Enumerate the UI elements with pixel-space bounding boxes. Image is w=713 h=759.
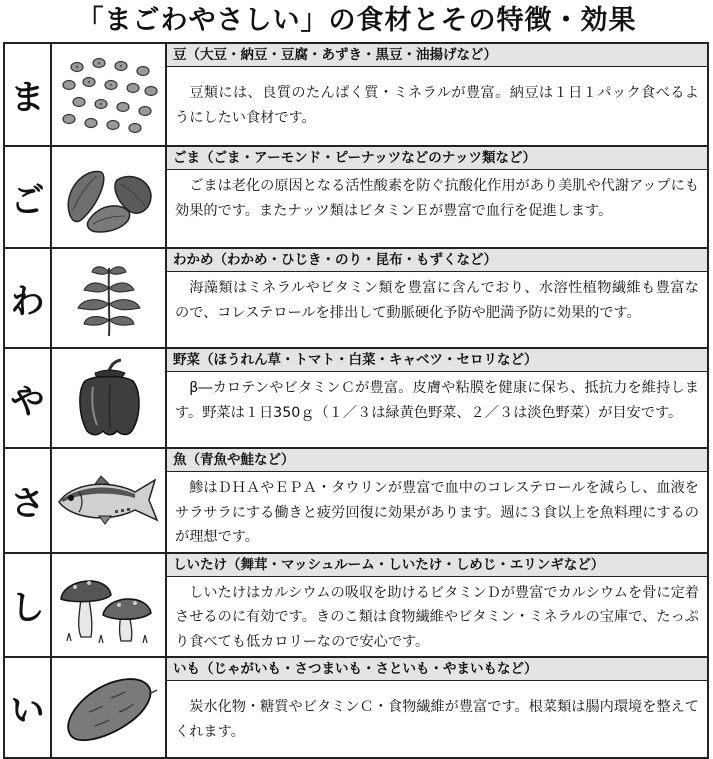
table-row — [4, 657, 708, 758]
row-heading: わかめ（わかめ・ひじき・のり・昆布・もずくなど） — [167, 249, 707, 272]
table-row — [4, 146, 708, 248]
row-description: ごまは老化の原因となる活性酸素を防ぐ抗酸化作用があり美肌や代謝アップにも効果的です。またナッツ類はビタミンＥが豊富で血行を促進します。 — [175, 178, 699, 219]
seaweed-icon — [64, 258, 154, 338]
content-cell — [166, 146, 708, 248]
content-cell — [166, 43, 708, 146]
content-cell — [166, 657, 708, 758]
kana-label: わ — [4, 248, 51, 348]
food-table — [3, 42, 709, 759]
table-row — [4, 43, 708, 146]
table-row — [4, 348, 708, 448]
image-cell — [51, 657, 166, 758]
row-heading: しいたけ（舞茸・マッシュルーム・しいたけ・しめじ・エリンギなど） — [167, 554, 707, 577]
row-description: 海藻類はミネラルやビタミン類を豊富に含んでおり、水溶性植物繊維も豊富なので、コレステロールを排出して動脈硬化予防や肥満予防に効果的です。 — [175, 280, 699, 321]
row-description: 豆類には、良質のたんぱく質・ミネラルが豊富。納豆は１日１パック食べるようにしたい食材です。 — [175, 85, 699, 126]
image-cell — [51, 248, 166, 348]
table-row — [4, 448, 708, 553]
kana-label: し — [4, 553, 51, 658]
table-row — [4, 248, 708, 348]
image-cell — [51, 553, 166, 658]
kana-label: い — [4, 657, 51, 758]
table-row — [4, 553, 708, 658]
row-heading: 魚（青魚や鮭など） — [167, 449, 707, 472]
content-cell — [166, 248, 708, 348]
content-cell — [166, 348, 708, 448]
almonds-icon — [59, 160, 159, 235]
sweet-potato-icon — [59, 670, 159, 745]
row-heading: 野菜（ほうれん草・トマト・白菜・キャベツ・セロリなど） — [167, 349, 707, 372]
mushroom-icon — [59, 565, 159, 645]
content-cell — [166, 553, 708, 658]
row-heading: 豆（大豆・納豆・豆腐・あずき・黒豆・油揚げなど） — [167, 44, 707, 67]
row-description: しいたけはカルシウムの吸収を助けるビタミンＤが豊富でカルシウムを骨に定着させるのに有効です。きのこ類は食物繊維やビタミン・ミネラルの宝庫で、たっぷり食べても低カロリーなので安心です。 — [175, 584, 699, 650]
page-title: 「まごわやさしい」の食材とその特徴・効果 — [76, 5, 637, 36]
kana-label: や — [4, 348, 51, 448]
kana-label: ま — [4, 43, 51, 146]
row-description: 炭水化物・糖質やビタミンＣ・食物繊維が豊富です。根菜類は腸内環境を整えてくれます。 — [175, 699, 699, 740]
row-heading: ごま（ごま・アーモンド・ピーナッツなどのナッツ類など） — [167, 147, 707, 170]
soybeans-icon — [59, 55, 159, 135]
row-heading: いも（じゃがいも・さつまいも・さといも・やまいもなど） — [167, 658, 707, 681]
image-cell — [51, 448, 166, 553]
bell-pepper-icon — [69, 357, 149, 439]
row-description: β―カロテンやビタミンＣが豊富。皮膚や粘膜を健康に保ち、抵抗力を維持します。野菜は１日350ｇ（１／３は緑黄色野菜、２／３は淡色野菜）が目安です。 — [175, 380, 699, 421]
image-cell — [51, 146, 166, 248]
kana-label: ご — [4, 146, 51, 248]
image-cell — [51, 348, 166, 448]
content-cell — [166, 448, 708, 553]
kana-label: さ — [4, 448, 51, 553]
fish-icon — [55, 470, 163, 530]
row-description: 鯵はＤＨＡやＥＰＡ・タウリンが豊富で血中のコレステロールを減らし、血液をサラサラにする働きと疲労回復に効果があります。週に３食以上を魚料理にするのが理想です。 — [175, 480, 699, 545]
image-cell — [51, 43, 166, 146]
